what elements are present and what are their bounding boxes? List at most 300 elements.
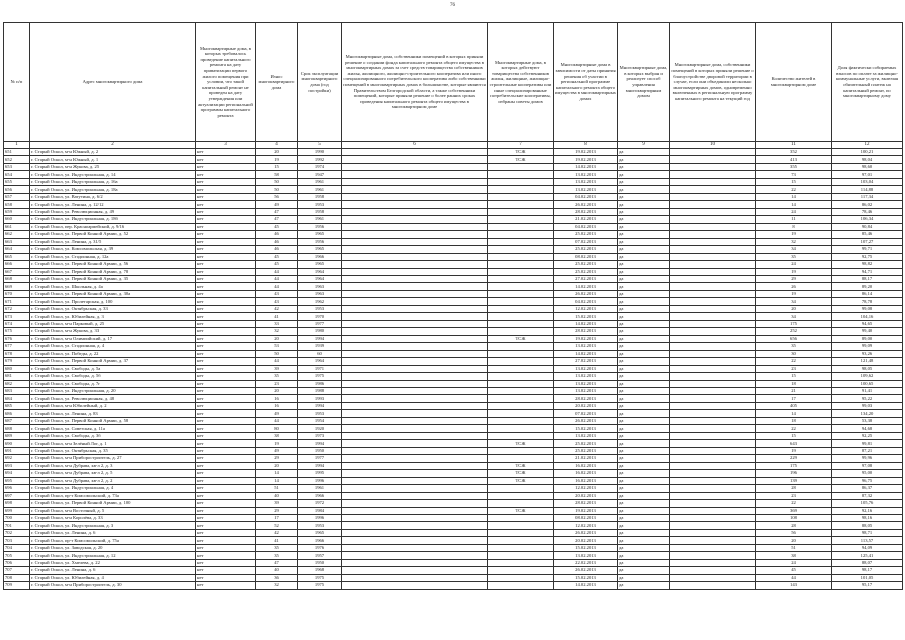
table-cell: да — [618, 410, 670, 417]
table-cell — [342, 492, 488, 499]
table-cell — [670, 328, 756, 335]
table-cell: 26.02.2013 — [554, 290, 618, 297]
table-cell — [342, 186, 488, 193]
table-cell: 38 — [256, 432, 298, 439]
table-cell: 1996 — [298, 514, 342, 521]
table-cell: 98,16 — [832, 514, 903, 521]
table-cell — [670, 343, 756, 350]
table-cell — [488, 298, 554, 305]
table-cell: 20 — [256, 335, 298, 342]
table-cell: 26.02.2013 — [554, 417, 618, 424]
table-cell — [342, 268, 488, 275]
table-cell: 13.02.2013 — [554, 171, 618, 178]
table-cell — [670, 201, 756, 208]
table-cell: да — [618, 574, 670, 581]
table-cell — [488, 395, 554, 402]
table-cell: г. Старый Оскол, ул. Свободы, д. 7г — [30, 380, 196, 387]
table-cell: 08.02.2013 — [554, 514, 618, 521]
table-cell — [670, 253, 756, 260]
table-cell: 700 — [4, 514, 30, 521]
table-cell: 35 — [256, 373, 298, 380]
table-cell: г. Старый Оскол, ул. Революционная, д. 48 — [30, 395, 196, 402]
table-cell: 19.02.2013 — [554, 507, 618, 514]
table-row — [4, 216, 903, 223]
table-cell — [670, 216, 756, 223]
table-cell: 680 — [4, 365, 30, 372]
header-cell: Многоквартирные дома в зависимости от даты принятия решения об участии в региональной программе капитального ремонта общего имущества в многоквартирных домах — [554, 23, 618, 142]
table-cell: 13.02.2013 — [554, 373, 618, 380]
table-cell: 1994 — [298, 440, 342, 447]
table-cell: 90,84 — [832, 223, 903, 230]
table-cell — [342, 552, 488, 559]
table-row — [4, 186, 903, 193]
table-cell — [670, 462, 756, 469]
table-cell: нет — [196, 305, 256, 312]
table-cell: 674 — [4, 320, 30, 327]
table-cell: 14 — [756, 193, 832, 200]
table-cell — [488, 500, 554, 507]
table-cell — [342, 559, 488, 566]
column-number: 4 — [256, 142, 298, 149]
table-cell: 73 — [756, 171, 832, 178]
table-cell: 175 — [756, 462, 832, 469]
table-cell — [488, 529, 554, 536]
table-cell: 98,82 — [832, 261, 903, 268]
table-cell — [670, 388, 756, 395]
table-cell — [670, 373, 756, 380]
table-cell — [488, 208, 554, 215]
page-number: 76 — [450, 3, 455, 8]
table-cell: нет — [196, 440, 256, 447]
table-cell: нет — [196, 268, 256, 275]
table-row — [4, 253, 903, 260]
table-cell: г. Старый Оскол, ул. Первой Конной Армии, д. 58 — [30, 417, 196, 424]
table-cell: 653 — [4, 163, 30, 170]
table-cell: 134,20 — [832, 410, 903, 417]
table-cell — [488, 261, 554, 268]
table-row — [4, 208, 903, 215]
table-cell: 13.02.2013 — [554, 343, 618, 350]
table-cell: 691 — [4, 447, 30, 454]
table-cell: 20 — [256, 388, 298, 395]
table-cell — [488, 313, 554, 320]
table-cell: да — [618, 246, 670, 253]
table-row — [4, 238, 903, 245]
table-cell: да — [618, 537, 670, 544]
table-cell: да — [618, 507, 670, 514]
table-cell: г. Старый Оскол, ул. Индустриальная, д. 14 — [30, 171, 196, 178]
table-cell — [488, 574, 554, 581]
table-cell: 1953 — [298, 201, 342, 208]
table-cell: 60 — [298, 350, 342, 357]
table-cell: 1977 — [298, 455, 342, 462]
table-cell: 20 — [756, 305, 832, 312]
table-cell: 16 — [256, 402, 298, 409]
table-cell: 23 — [256, 380, 298, 387]
table-cell: да — [618, 559, 670, 566]
table-cell: да — [618, 290, 670, 297]
table-cell: нет — [196, 380, 256, 387]
table-cell: 47 — [256, 208, 298, 215]
table-cell: 1958 — [298, 193, 342, 200]
table-cell: 1964 — [298, 268, 342, 275]
table-cell: г. Старый Оскол, ул. Стадионная, д. 4 — [30, 343, 196, 350]
table-cell — [670, 335, 756, 342]
table-cell: 22 — [756, 500, 832, 507]
table-cell: 685 — [4, 402, 30, 409]
table-cell — [342, 253, 488, 260]
table-cell: 13.02.2013 — [554, 380, 618, 387]
table-cell: да — [618, 268, 670, 275]
table-cell — [342, 402, 488, 409]
table-cell — [488, 373, 554, 380]
table-cell: 677 — [4, 343, 30, 350]
table-cell — [670, 410, 756, 417]
table-cell: нет — [196, 178, 256, 185]
table-cell: 15 — [756, 178, 832, 185]
table-cell: 47 — [256, 216, 298, 223]
table-row — [4, 455, 903, 462]
table-cell: 1965 — [298, 246, 342, 253]
table-cell: 20 — [756, 537, 832, 544]
table-cell — [342, 290, 488, 297]
table-cell — [488, 320, 554, 327]
table-cell — [670, 298, 756, 305]
table-cell: г. Старый Оскол, ул. Школьная, д. 4а — [30, 283, 196, 290]
header-cell: Доля фактически собираемых взносов по оплате за жилищно-коммунальные услуги, включая обязательный платеж на капитальный ремонт, по многоквартирному дому — [832, 23, 903, 142]
table-cell — [488, 552, 554, 559]
table-cell: да — [618, 455, 670, 462]
table-cell: 660 — [4, 216, 30, 223]
table-cell: г. Старый Оскол, ул. Победы, д. 22 — [30, 350, 196, 357]
table-row — [4, 231, 903, 238]
table-cell: нет — [196, 582, 256, 589]
table-row — [4, 268, 903, 275]
table-cell: нет — [196, 275, 256, 282]
table-cell: 1954 — [298, 417, 342, 424]
table-cell: 78,46 — [832, 208, 903, 215]
table-cell — [342, 440, 488, 447]
table-cell: г. Старый Оскол, ул. Индустриальная, д. 20 — [30, 388, 196, 395]
table-cell: г. Старый Оскол, м-н Дубрава, кв-л 2, д. 5 — [30, 470, 196, 477]
table-cell: 707 — [4, 567, 30, 574]
table-cell: 702 — [4, 529, 30, 536]
table-row — [4, 507, 903, 514]
table-cell: 15 — [756, 373, 832, 380]
table-cell — [488, 544, 554, 551]
table-cell: 35 — [256, 552, 298, 559]
table-cell — [488, 328, 554, 335]
table-cell: 99,08 — [832, 305, 903, 312]
table-cell — [488, 290, 554, 297]
table-cell: 1956 — [298, 223, 342, 230]
table-cell: 1964 — [298, 358, 342, 365]
table-cell: 98,05 — [832, 365, 903, 372]
table-cell: да — [618, 275, 670, 282]
table-row — [4, 417, 903, 424]
table-cell: 46 — [256, 246, 298, 253]
table-cell — [488, 432, 554, 439]
table-cell: 25.02.2013 — [554, 447, 618, 454]
table-cell: 47 — [256, 559, 298, 566]
table-cell — [342, 425, 488, 432]
table-cell: 98,71 — [832, 529, 903, 536]
table-cell: 92,25 — [832, 432, 903, 439]
table-row — [4, 402, 903, 409]
table-cell — [670, 380, 756, 387]
table-cell: нет — [196, 343, 256, 350]
table-cell: 46 — [256, 231, 298, 238]
table-cell — [670, 402, 756, 409]
table-cell: г. Старый Оскол, м-н Жукова, д. 33 — [30, 328, 196, 335]
table-cell — [488, 559, 554, 566]
table-cell: 45 — [256, 253, 298, 260]
table-cell: 693 — [4, 462, 30, 469]
table-cell: г. Старый Оскол, ул. Первой Конной Армии, д. 30а — [30, 290, 196, 297]
table-cell: 27.02.2013 — [554, 358, 618, 365]
table-cell: г. Старый Оскол, ул. Хмелева, д. 22 — [30, 559, 196, 566]
table-cell — [670, 395, 756, 402]
table-cell — [670, 178, 756, 185]
table-cell: да — [618, 261, 670, 268]
table-cell — [670, 193, 756, 200]
table-cell: 49 — [256, 410, 298, 417]
table-cell — [670, 559, 756, 566]
table-cell: г. Старый Оскол, ул. Индустриальная, д. 3 — [30, 522, 196, 529]
table-cell — [488, 268, 554, 275]
table-cell — [342, 514, 488, 521]
table-cell: 12.02.2013 — [554, 485, 618, 492]
table-cell: 89,00 — [832, 335, 903, 342]
table-cell: 1995 — [298, 470, 342, 477]
table-cell: 29 — [256, 507, 298, 514]
table-cell: 53,38 — [832, 417, 903, 424]
table-cell: 1966 — [298, 537, 342, 544]
table-cell — [670, 537, 756, 544]
column-number: 2 — [30, 142, 196, 149]
table-cell — [488, 163, 554, 170]
table-cell: 07.02.2013 — [554, 410, 618, 417]
table-cell: 30 — [756, 350, 832, 357]
table-cell: 97,01 — [832, 171, 903, 178]
table-cell: да — [618, 201, 670, 208]
table-cell: 1980 — [298, 328, 342, 335]
table-cell — [342, 320, 488, 327]
table-cell: нет — [196, 485, 256, 492]
table-cell — [342, 343, 488, 350]
table-cell — [342, 522, 488, 529]
table-cell: да — [618, 529, 670, 536]
table-cell: 705 — [4, 552, 30, 559]
table-cell: г. Старый Оскол, м-н Жукова, д. 25 — [30, 163, 196, 170]
table-cell: 51 — [256, 485, 298, 492]
table-cell: 643 — [756, 440, 832, 447]
table-cell: нет — [196, 283, 256, 290]
header-cell: Многоквартирные дома, в которых требовалось проведение капитального ремонта на дату приватизации первого жилого помещения при условии, что такой капитальный ремонт не проведен на дату утверждения или актуализации региональной программы капитального ремонта — [196, 23, 256, 142]
table-cell — [488, 178, 554, 185]
table-cell — [670, 186, 756, 193]
table-cell: 98,60 — [832, 163, 903, 170]
table-cell: 14.02.2013 — [554, 350, 618, 357]
table-cell: 22 — [756, 358, 832, 365]
table-cell: 690 — [4, 440, 30, 447]
table-cell — [488, 492, 554, 499]
table-row — [4, 574, 903, 581]
column-number: 7 — [488, 142, 554, 149]
table-row — [4, 559, 903, 566]
table-cell: 18 — [756, 417, 832, 424]
table-cell: г. Старый Оскол, м-н Дубрава, кв-л 2, д. 3 — [30, 462, 196, 469]
table-cell: 23 — [756, 365, 832, 372]
table-cell — [488, 171, 554, 178]
table-cell: 86,37 — [832, 485, 903, 492]
table-cell: 53 — [256, 343, 298, 350]
table-cell: 88,17 — [832, 275, 903, 282]
table-cell: нет — [196, 470, 256, 477]
table-cell: нет — [196, 567, 256, 574]
column-number: 11 — [756, 142, 832, 149]
table-cell: нет — [196, 253, 256, 260]
table-cell — [342, 500, 488, 507]
table-cell: 56 — [256, 193, 298, 200]
table-cell: нет — [196, 425, 256, 432]
table-cell: 94,09 — [832, 544, 903, 551]
table-cell: 652 — [4, 156, 30, 163]
table-cell: 32 — [756, 238, 832, 245]
table-cell: 665 — [4, 253, 30, 260]
table-cell: 655 — [4, 178, 30, 185]
table-cell: нет — [196, 537, 256, 544]
table-cell: г. Старый Оскол, ул. Юбилейная, д. 4 — [30, 574, 196, 581]
table-cell: 699 — [4, 507, 30, 514]
table-cell: 666 — [4, 261, 30, 268]
table-cell — [342, 261, 488, 268]
table-cell: 1957 — [298, 552, 342, 559]
table-cell: 684 — [4, 395, 30, 402]
table-row — [4, 149, 903, 156]
table-cell: 26.02.2013 — [554, 201, 618, 208]
table-cell: 45 — [756, 567, 832, 574]
table-cell — [670, 514, 756, 521]
table-cell: 41 — [256, 537, 298, 544]
table-cell: 58 — [256, 171, 298, 178]
table-cell: да — [618, 149, 670, 156]
table-cell: 78,78 — [832, 298, 903, 305]
table-cell — [342, 193, 488, 200]
table-cell — [670, 246, 756, 253]
table-cell: г. Старый Оскол, м-н Южный, д. 2 — [30, 149, 196, 156]
table-cell: 34 — [756, 298, 832, 305]
table-cell: да — [618, 350, 670, 357]
table-cell — [342, 574, 488, 581]
table-cell — [488, 305, 554, 312]
table-row — [4, 365, 903, 372]
table-cell — [488, 388, 554, 395]
table-cell: 669 — [4, 283, 30, 290]
table-cell — [488, 238, 554, 245]
table-row — [4, 477, 903, 484]
table-cell: 34 — [756, 246, 832, 253]
table-cell: 16.02.2013 — [554, 477, 618, 484]
table-cell: 20.02.2013 — [554, 492, 618, 499]
table-cell: 29 — [256, 455, 298, 462]
table-cell: 99,71 — [832, 246, 903, 253]
table-cell: да — [618, 492, 670, 499]
table-cell: нет — [196, 462, 256, 469]
header-cell: Многоквартирные дома, в которых действуют товарищества собственников жилья, жилищные, жилищно-строительные кооперативы или иные специализированные потребительские кооперативы, избраны советы домов — [488, 23, 554, 142]
table-cell: 675 — [4, 328, 30, 335]
table-cell: 88,07 — [832, 559, 903, 566]
table-cell: нет — [196, 231, 256, 238]
table-cell — [670, 156, 756, 163]
table-cell — [670, 567, 756, 574]
table-cell: 703 — [4, 537, 30, 544]
table-cell — [342, 283, 488, 290]
table-cell — [670, 223, 756, 230]
table-cell — [342, 485, 488, 492]
table-cell: 50 — [256, 350, 298, 357]
table-cell: да — [618, 328, 670, 335]
table-cell: 8 — [756, 223, 832, 230]
table-cell: да — [618, 335, 670, 342]
table-cell: да — [618, 552, 670, 559]
table-cell: 109,62 — [832, 373, 903, 380]
table-cell: 19.02.2013 — [554, 149, 618, 156]
table-cell: 1965 — [298, 261, 342, 268]
table-cell — [670, 238, 756, 245]
table-cell: 117,34 — [832, 193, 903, 200]
table-cell: 45 — [256, 223, 298, 230]
table-cell: г. Старый Оскол, ул. Ленина, д. 6 — [30, 567, 196, 574]
table-cell: 36 — [256, 574, 298, 581]
table-cell — [670, 261, 756, 268]
table-cell: 99,81 — [832, 440, 903, 447]
table-cell: 708 — [4, 574, 30, 581]
table-cell: нет — [196, 171, 256, 178]
table-cell — [488, 514, 554, 521]
table-cell — [670, 447, 756, 454]
table-cell: 143 — [756, 582, 832, 589]
table-cell: 39 — [256, 365, 298, 372]
table-cell: 673 — [4, 313, 30, 320]
table-cell: 43 — [256, 290, 298, 297]
table-cell: 44 — [256, 268, 298, 275]
table-cell — [342, 507, 488, 514]
table-cell: 19 — [756, 268, 832, 275]
table-cell: нет — [196, 358, 256, 365]
table-cell: 24 — [756, 208, 832, 215]
table-cell: нет — [196, 365, 256, 372]
table-cell: нет — [196, 552, 256, 559]
table-cell — [670, 552, 756, 559]
table-cell: нет — [196, 290, 256, 297]
table-cell: 19 — [756, 290, 832, 297]
table-row — [4, 275, 903, 282]
table-cell: 369 — [756, 507, 832, 514]
table-cell: да — [618, 477, 670, 484]
table-cell: 42 — [256, 529, 298, 536]
table-cell: 26.02.2013 — [554, 567, 618, 574]
table-cell — [670, 522, 756, 529]
header-cell: Количество жителей в многоквартирном доме — [756, 23, 832, 142]
table-cell: 14.02.2013 — [554, 320, 618, 327]
header-cell: Многоквартирные дома, собственники помещений в которых приняли решение о благоустройстве дворовой территории в случае, если они объединили несколько многоквартирных домов, одновременно включенных в региональную программу капитального ремонта на текущий год — [670, 23, 756, 142]
table-cell: 651 — [4, 149, 30, 156]
column-number: 12 — [832, 142, 903, 149]
table-cell: да — [618, 320, 670, 327]
table-cell — [342, 388, 488, 395]
table-cell: г. Старый Оскол, ул. Первой Конной Армии, д. 100 — [30, 500, 196, 507]
